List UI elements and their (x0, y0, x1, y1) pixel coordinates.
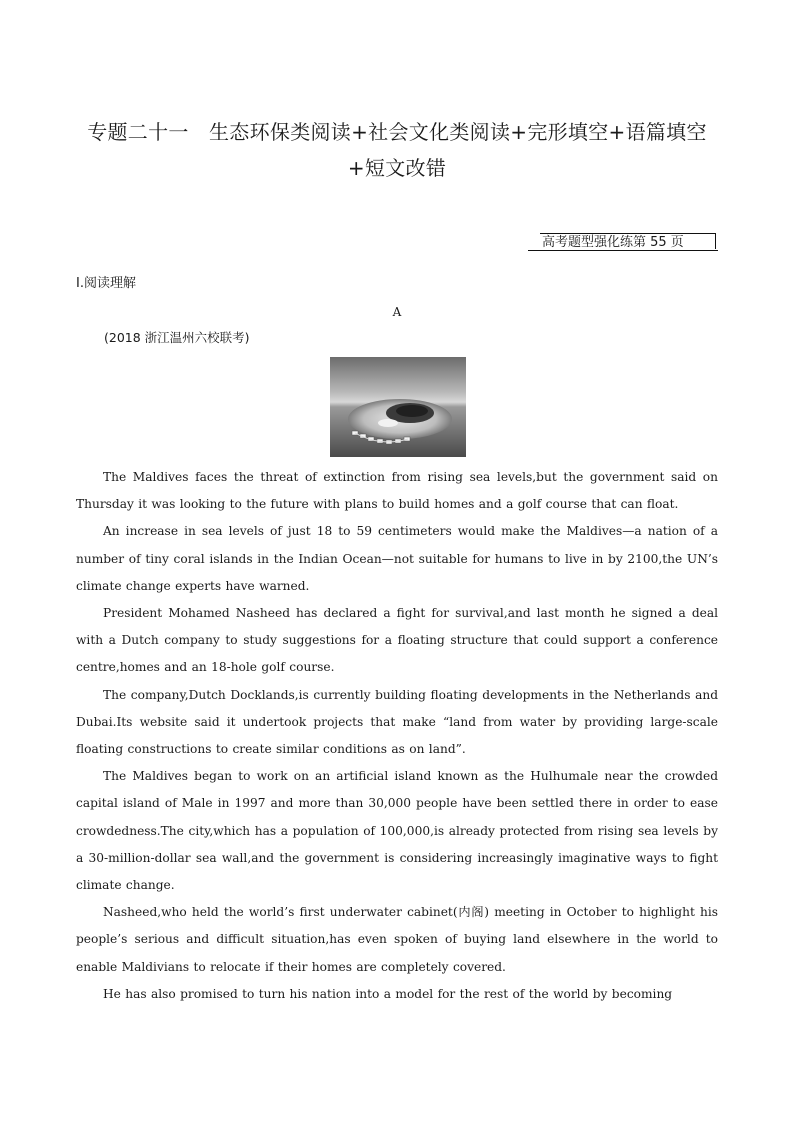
island-photo (330, 357, 466, 457)
page-title: 专题二十一 生态环保类阅读+社会文化类阅读+完形填空+语篇填空+短文改错 (87, 120, 707, 180)
paragraph-1: The Maldives faces the threat of extinction from rising sea levels,but the government said on Thursday it was looking to the future with plans to build homes and a golf course that can float. (76, 470, 718, 512)
paragraph-4: The company,Dutch Docklands,is currently building floating developments in the Netherlands and Dubai.Its website said it undertook projects that make “land from water by providing large-scale floating constructions to create similar conditions as on land”. (76, 687, 718, 757)
passage-body (76, 464, 718, 1008)
passage-source: (2018 浙江温州六校联考) (104, 330, 250, 345)
paragraph-2: An increase in sea levels of just 18 to 59 centimeters would make the Maldives—a nation of a number of tiny coral islands in the Indian Ocean—not suitable for humans to live in by 2100,the UN’s climate change experts have warned. (76, 524, 718, 593)
section-heading: Ⅰ.阅读理解 (76, 276, 136, 291)
paragraph-3: President Mohamed Nasheed has declared a fight for survival,and last month he signed a deal with a Dutch company to study suggestions for a floating structure that could support a conference centre,homes and an 18-hole golf course. (76, 606, 718, 675)
paragraph-7: He has also promised to turn his nation into a model for the rest of the world by becoming (103, 986, 673, 1001)
practice-reference-label: 高考题型强化练第 55 页 (540, 233, 716, 249)
paragraph-5: The Maldives began to work on an artificial island known as the Hulhumale near the crowded capital island of Male in 1997 and more than 30,000 people have been settled there in order to ease crowdedness.The city,which has a population of 100,000,is already protected from rising sea levels by a 30-million-dollar sea wall,and the government is considering increasingly imaginative ways to fight climate change. (76, 769, 718, 893)
paragraph-6: Nasheed,who held the world’s first underwater cabinet(内阁) meeting in October to highlight his people’s serious and difficult situation,has even spoken of buying land elsewhere in the world to enable Maldivians to relocate if their homes are completely covered. (76, 905, 718, 974)
practice-reference (528, 233, 718, 251)
passage-letter: A (392, 305, 402, 319)
